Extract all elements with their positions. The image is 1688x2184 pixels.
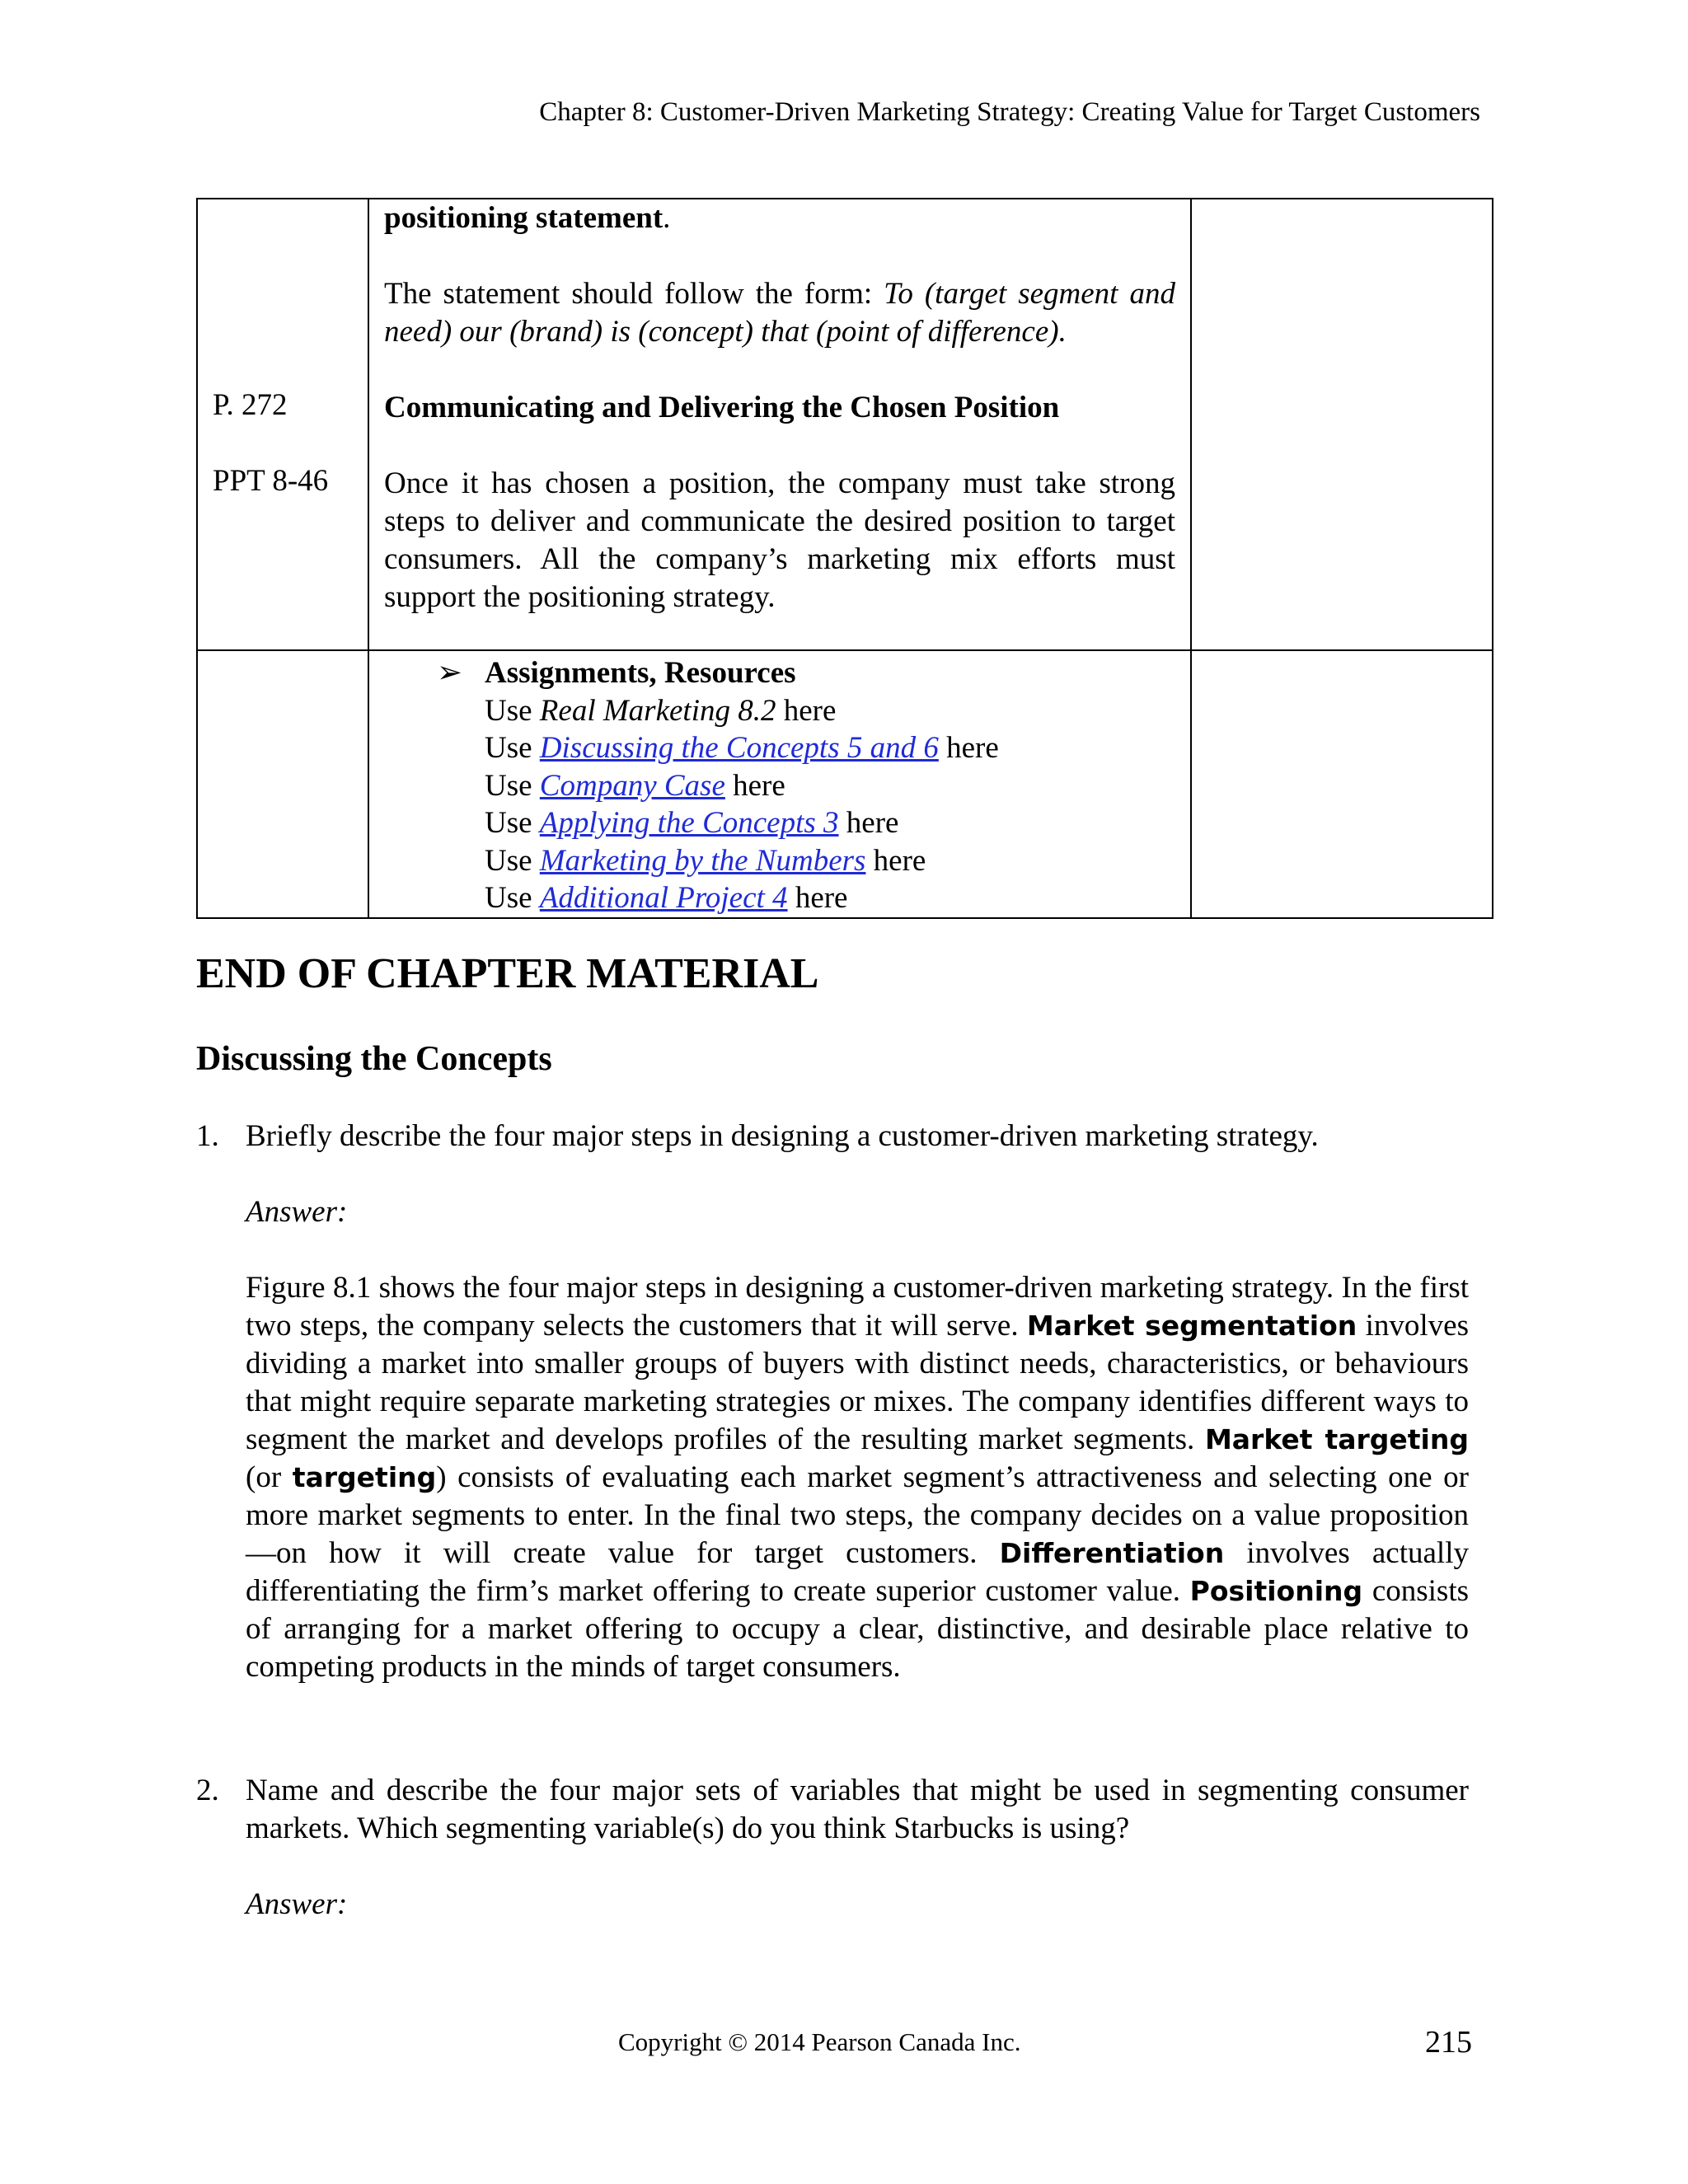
statement-form: To (target segment and need) our (brand) is (concept) that (point of difference). bbox=[384, 277, 1175, 349]
notes-cell bbox=[1191, 199, 1493, 650]
section-heading: Communicating and Delivering the Chosen Position bbox=[384, 391, 1060, 424]
table-row bbox=[197, 199, 1493, 650]
resources-cell bbox=[368, 650, 1191, 918]
table-row bbox=[197, 650, 1493, 918]
marketing-numbers-link[interactable]: Marketing by the Numbers bbox=[539, 843, 866, 878]
answer-fragment: consists of arranging for a market offering to occupy a clear, distinctive, and desirable place relative to competing products in the minds of target consumers. bbox=[246, 1574, 1469, 1684]
section-body: Once it has chosen a position, the company must take strong steps to deliver and communicate the desired position to target consumers. All the company’s marketing mix efforts must support the positioning strategy. bbox=[384, 466, 1175, 614]
positioning-statement-term: positioning statement bbox=[384, 201, 663, 235]
reference-cell bbox=[197, 650, 368, 918]
key-term: Positioning bbox=[1189, 1575, 1363, 1607]
question-2 bbox=[196, 1772, 1469, 1924]
applying-concepts-link[interactable]: Applying the Concepts 3 bbox=[539, 806, 839, 840]
question-number: 2. bbox=[196, 1774, 219, 1807]
answer-fragment: Figure 8.1 shows the four major steps in designing a customer-driven marketing strategy. In the first two steps, the company selects the customers that it will serve. bbox=[246, 1271, 1469, 1343]
list-item: Use Additional Project 4 here bbox=[485, 881, 848, 915]
notes-cell bbox=[1191, 650, 1493, 918]
list-item: Use Marketing by the Numbers here bbox=[485, 843, 926, 878]
answer-fragment: ) consists of evaluating each market segment’s attractiveness and selecting one or more market segments to enter. In the final two steps, the company decides on a value proposition—on how it will create value for target customers. bbox=[246, 1460, 1469, 1570]
ppt-reference: PPT 8-46 bbox=[213, 464, 329, 498]
key-term: targeting bbox=[292, 1461, 437, 1493]
key-term: Market segmentation bbox=[1026, 1310, 1357, 1342]
resources-heading: Assignments, Resources bbox=[485, 656, 796, 690]
key-term: Differentiation bbox=[999, 1537, 1225, 1569]
company-case-link[interactable]: Company Case bbox=[539, 768, 725, 803]
running-header: Chapter 8: Customer-Driven Marketing Strategy: Creating Value for Target Customers bbox=[539, 97, 1480, 127]
list-item: Use Real Marketing 8.2 here bbox=[485, 693, 837, 728]
answer-fragment: involves dividing a market into smaller groups of buyers with distinct needs, characteristics, or behaviours that might require separate marketing strategies or mixes. The company identifies different ways to segment the market and develops profiles of the resulting market segments. bbox=[246, 1309, 1470, 1456]
resource-name: Real Marketing 8.2 bbox=[539, 693, 776, 728]
copyright-footer: Copyright © 2014 Pearson Canada Inc. bbox=[618, 2027, 1021, 2056]
question-text: Briefly describe the four major steps in designing a customer-driven marketing strategy. bbox=[246, 1119, 1319, 1153]
list-item: Use Applying the Concepts 3 here bbox=[485, 806, 899, 840]
term-period: . bbox=[663, 201, 671, 235]
content-cell bbox=[368, 199, 1191, 650]
page-number: 215 bbox=[1425, 2025, 1472, 2060]
question-1 bbox=[196, 1118, 1469, 1686]
discussing-concepts-link[interactable]: Discussing the Concepts 5 and 6 bbox=[539, 731, 939, 765]
question-text: Name and describe the four major sets of variables that might be used in segmenting consumer markets. Which segmenting variable(s) do you think Starbucks is using? bbox=[246, 1774, 1469, 1845]
list-item: Use Discussing the Concepts 5 and 6 here bbox=[485, 731, 999, 765]
reference-cell bbox=[197, 199, 368, 650]
answer-label: Answer: bbox=[246, 1887, 348, 1921]
answer-fragment: involves actually differentiating the firm’s market offering to create superior customer value. bbox=[246, 1536, 1469, 1608]
lecture-outline-table bbox=[196, 198, 1493, 919]
answer-fragment: (or bbox=[246, 1460, 293, 1494]
additional-project-link[interactable]: Additional Project 4 bbox=[539, 881, 788, 915]
discussing-concepts-heading: Discussing the Concepts bbox=[196, 1040, 552, 1078]
end-of-chapter-title: END OF CHAPTER MATERIAL bbox=[196, 950, 819, 997]
list-item: Use Company Case here bbox=[485, 768, 785, 803]
page-reference: P. 272 bbox=[213, 388, 288, 422]
question-number: 1. bbox=[196, 1119, 219, 1153]
answer-text bbox=[246, 1269, 1469, 1686]
statement-intro: The statement should follow the form: bbox=[384, 277, 884, 311]
key-term: Market targeting bbox=[1204, 1423, 1469, 1455]
arrow-bullet-icon: ➢ bbox=[437, 656, 463, 690]
answer-label: Answer: bbox=[246, 1195, 348, 1229]
